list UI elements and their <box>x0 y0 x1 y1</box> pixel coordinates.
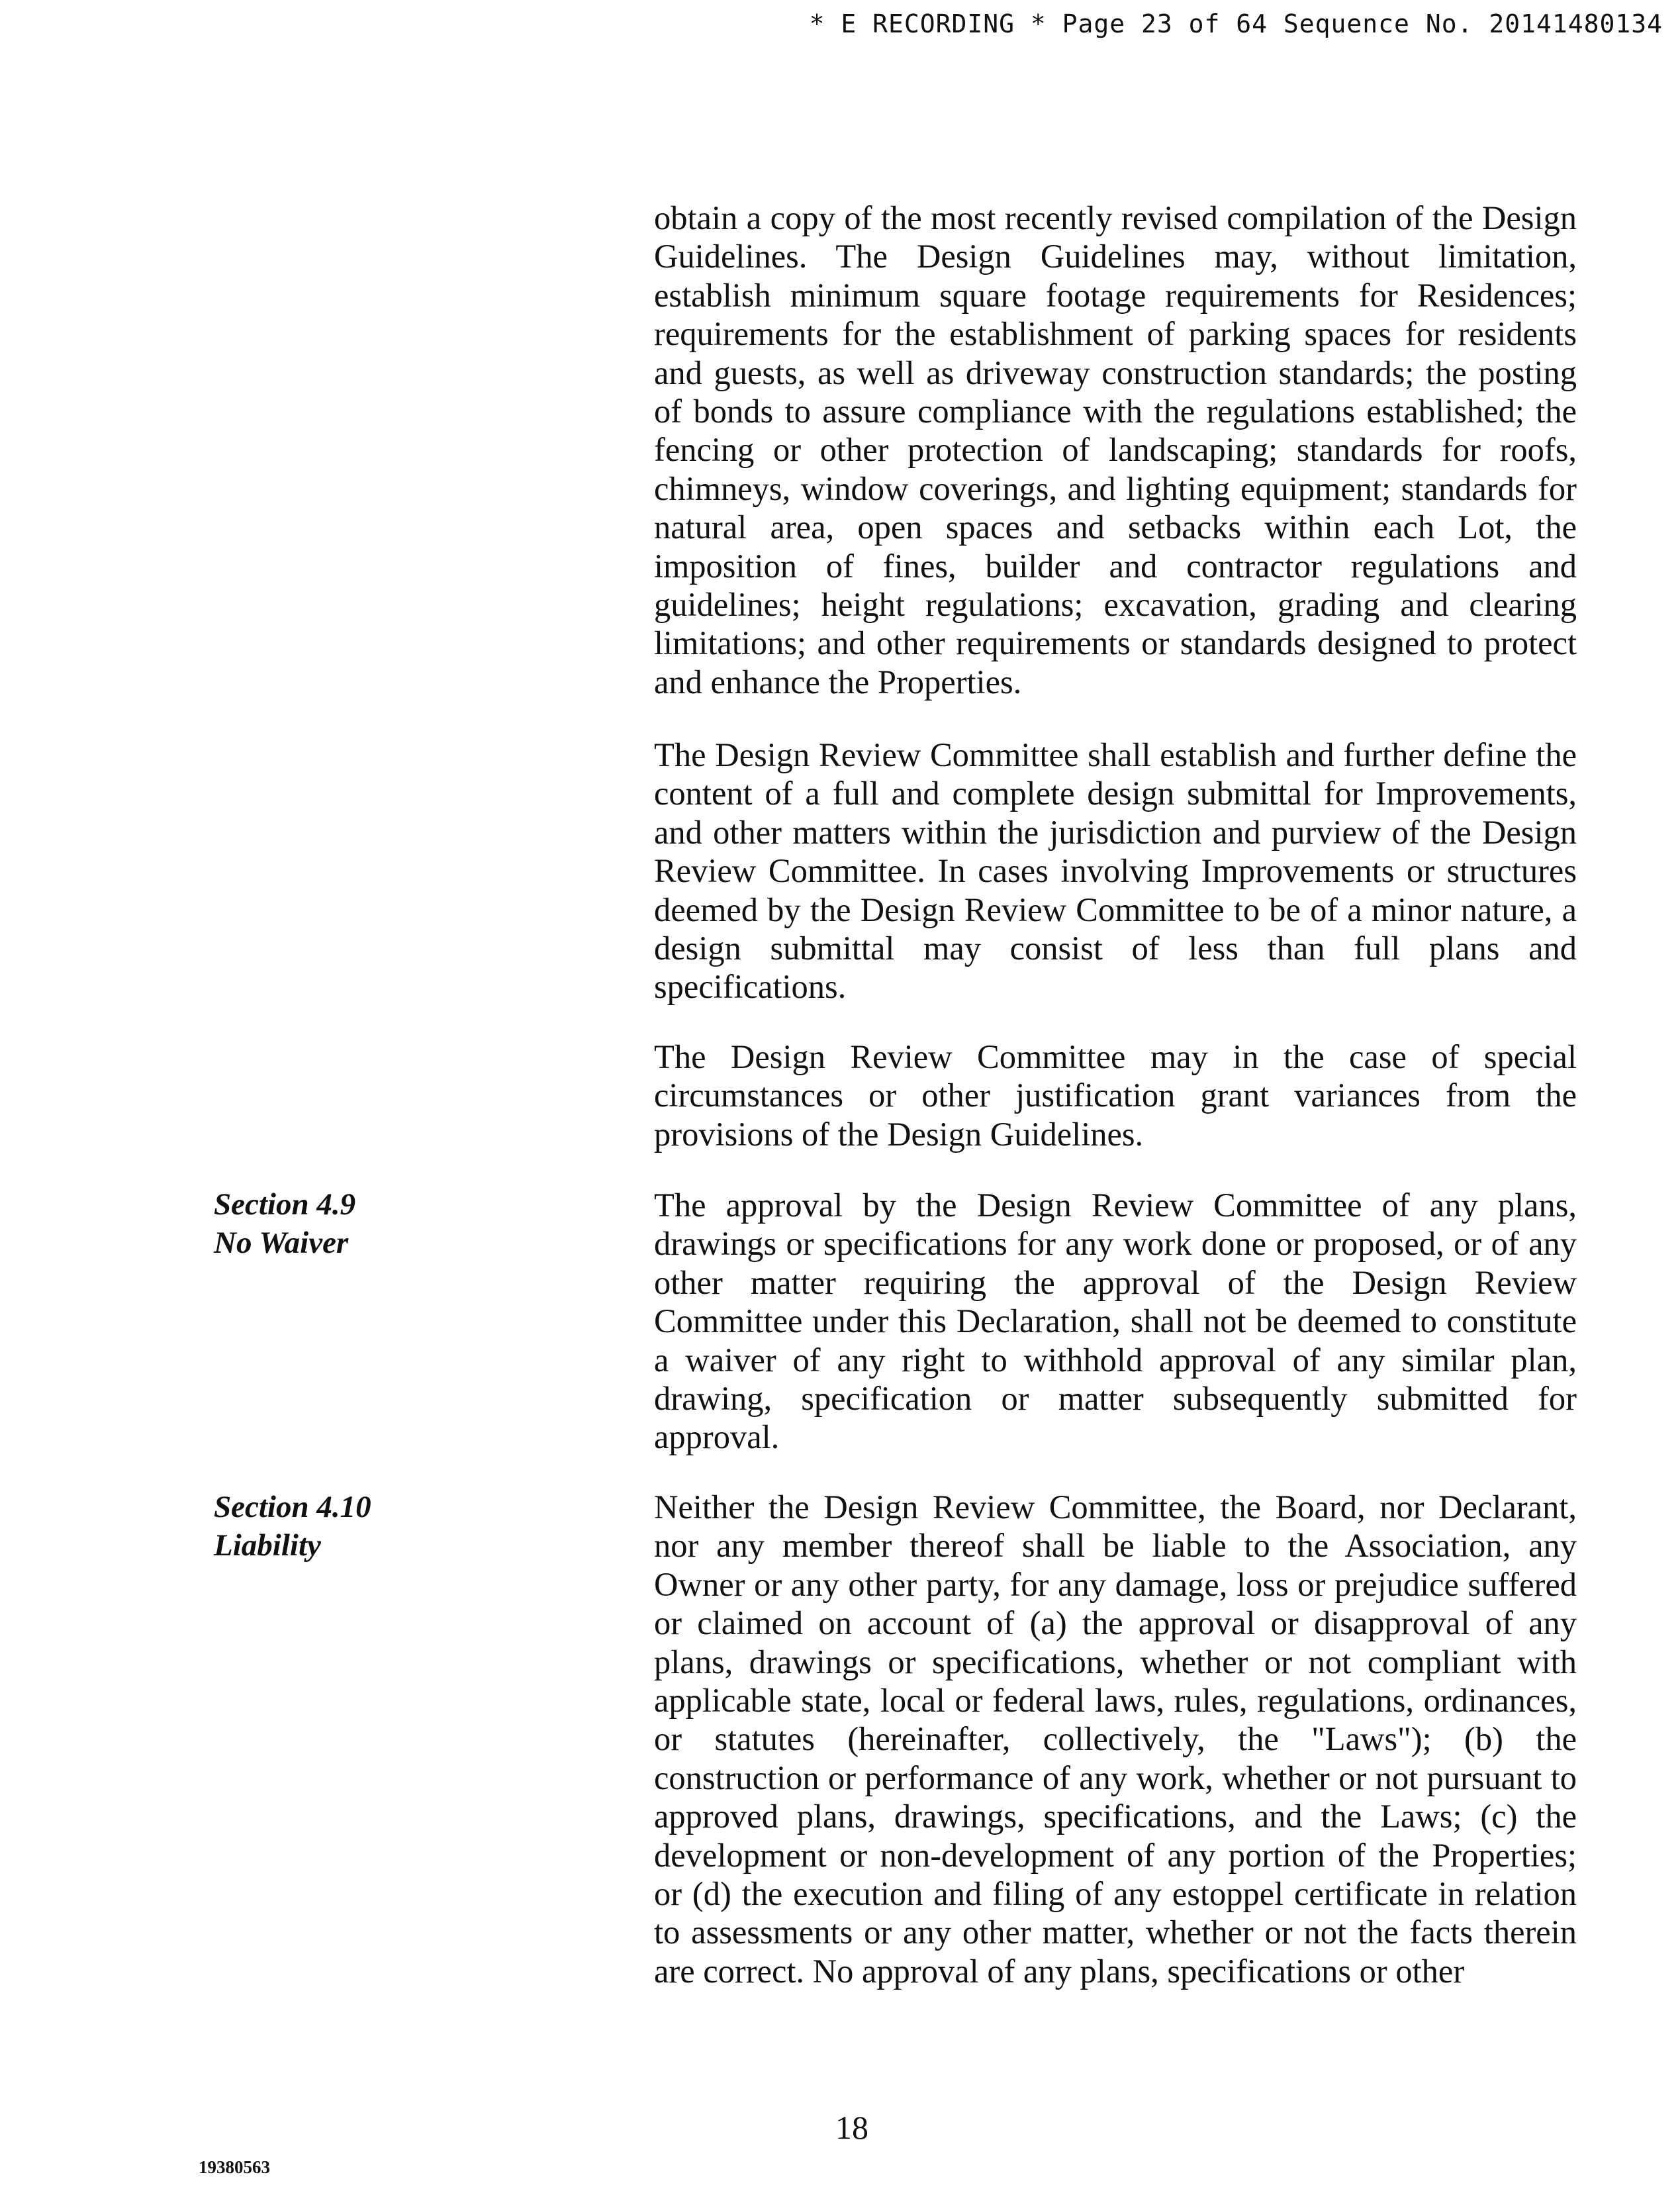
section-4-10-label <box>214 1488 371 1565</box>
page-number: 18 <box>835 2109 868 2146</box>
recording-header: * E RECORDING * Page 23 of 64 Sequence No. 20141480134 <box>809 9 1663 38</box>
document-id: 19380563 <box>199 2157 270 2177</box>
section-4-10-number: Section 4.10 <box>214 1490 371 1524</box>
section-4-9-title: No Waiver <box>214 1226 349 1261</box>
section-4-9-number: Section 4.9 <box>214 1187 356 1222</box>
section-4-9-label <box>214 1185 355 1263</box>
paragraph-design-submittal: The Design Review Committee shall establish and further define the content of a full and complete design submittal for Improvements, and other matters within the jurisdiction and purview of the Design Review Committee. In cases involving Improvements or structures deemed by the Design Review Committee to be of a minor nature, a design submittal may consist of less than full plans and specifications. <box>654 736 1577 1006</box>
section-4-9-body: The approval by the Design Review Committee of any plans, drawings or specifications for any work done or proposed, or of any other matter requiring the approval of the Design Review Committee under this Declaration, shall not be deemed to constitute a waiver of any right to withhold approval of any similar plan, drawing, specification or matter subsequently submitted for approval. <box>654 1187 1577 1456</box>
section-4-10-title: Liability <box>214 1528 321 1563</box>
section-4-10-body: Neither the Design Review Committee, the Board, nor Declarant, nor any member thereof shall be liable to the Association, any Owner or any other party, for any damage, loss or prejudice suffered or claimed on account of (a) the approval or disapproval of any plans, drawings or specifications, whether or not compliant with applicable state, local or federal laws, rules, regulations, ordinances, or statutes (hereinafter, collectively, the "Laws"); (b) the construction or performance of any work, whether or not pursuant to approved plans, drawings, specifications, and the Laws; (c) the development or non-development of any portion of the Properties; or (d) the execution and filing of any estoppel certificate in relation to assessments or any other matter, whether or not the facts therein are correct. No approval of any plans, specifications or other <box>654 1488 1577 1990</box>
paragraph-variances: The Design Review Committee may in the case of special circumstances or other justification grant variances from the provisions of the Design Guidelines. <box>654 1038 1577 1153</box>
paragraph-design-guidelines: obtain a copy of the most recently revised compilation of the Design Guidelines. The Design Guidelines may, without limitation, establish minimum square footage requirements for Residences; requirements for the establishment of parking spaces for residents and guests, as well as driveway construction standards; the posting of bonds to assure compliance with the regulations established; the fencing or other protection of landscaping; standards for roofs, chimneys, window coverings, and lighting equipment; standards for natural area, open spaces and setbacks within each Lot, the imposition of fines, builder and contractor regulations and guidelines; height regulations; excavation, grading and clearing limitations; and other requirements or standards designed to protect and enhance the Properties. <box>654 199 1577 701</box>
